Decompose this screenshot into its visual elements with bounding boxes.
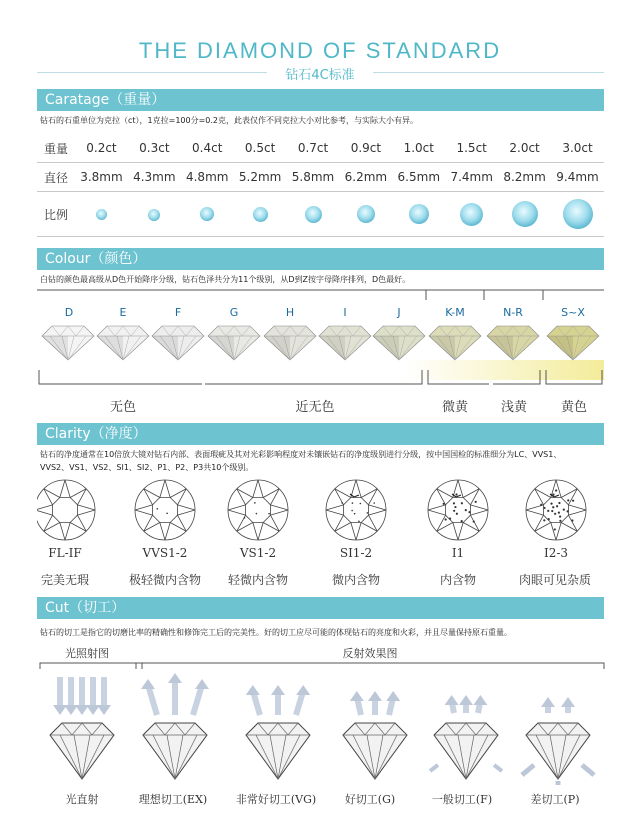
diamond-size-icon (409, 204, 429, 224)
clarity-diamond-icon (37, 480, 95, 540)
clarity-name: 肉眼可见杂质 (518, 573, 591, 587)
clarity-diamond-icon (428, 480, 488, 540)
diameter-cell: 7.4mm (445, 163, 498, 192)
ratio-row (37, 192, 604, 237)
colour-grade: J (397, 306, 401, 319)
colour-grade: F (174, 306, 182, 319)
clarity-diamond-icon (135, 480, 195, 540)
cut-description: 钻石的切工是指它的切磨比率的精确性和修饰完工后的完美性。好的切工应尽可能的体现钻石的亮度和火彩，并且尽量保持原石重量。 (40, 628, 512, 637)
clarity-grade: I2-3 (543, 546, 569, 560)
diameter-cell: 9.4mm (551, 163, 604, 192)
diameter-row (37, 163, 604, 192)
weight-cell: 0.4ct (181, 134, 234, 163)
diamond-size-icon (460, 203, 483, 226)
weight-cell: 0.3ct (128, 134, 181, 163)
weight-row (37, 134, 604, 163)
cut-diamond-icon (522, 697, 594, 785)
clarity-grade: VVS1-2 (142, 546, 188, 560)
colour-grade: K-M (445, 306, 465, 319)
diameter-cell: 5.8mm (287, 163, 340, 192)
diameter-cell: 3.8mm (75, 163, 128, 192)
diamond-size-icon (357, 205, 375, 223)
colour-diamond-icon (152, 326, 204, 360)
colour-diamond-icon (547, 326, 599, 360)
colour-grade: S~X (561, 306, 585, 319)
colour-heading: Colour（颜色） (37, 248, 604, 270)
diamond-size-icon (148, 209, 160, 221)
clarity-name: 微内含物 (331, 573, 380, 587)
cut-label: 非常好切工(VG) (235, 793, 317, 806)
weight-cell: 2.0ct (498, 134, 551, 163)
clarity-grade: FL-IF (48, 546, 82, 560)
colour-diamond-icon (429, 326, 481, 360)
colour-grade: E (119, 306, 127, 319)
caratage-heading: Caratage（重量） (37, 89, 604, 111)
diameter-cell: 4.8mm (181, 163, 234, 192)
weight-cell: 0.7ct (287, 134, 340, 163)
clarity-description-line2: VVS2、VS1、VS2、SI1、SI2、P1、P2、P3共10个级别。 (40, 463, 254, 472)
diameter-cell: 6.2mm (339, 163, 392, 192)
diamond-size-icon (305, 206, 322, 223)
colour-diamond-icon (487, 326, 539, 360)
weight-cell: 1.5ct (445, 134, 498, 163)
weight-cell: 3.0ct (551, 134, 604, 163)
diameter-cell: 5.2mm (234, 163, 287, 192)
colour-diamond-icon (319, 326, 371, 360)
page-title: THE DIAMOND OF STANDARD (138, 38, 502, 63)
cut-diamond-icon (246, 685, 310, 779)
diameter-cell: 8.2mm (498, 163, 551, 192)
colour-group-label: 无色 (109, 400, 136, 415)
weight-cell: 0.2ct (75, 134, 128, 163)
colour-grade: G (229, 306, 239, 319)
colour-grade: I (343, 306, 347, 319)
colour-diamond-icon (97, 326, 149, 360)
colour-diamond-icon (208, 326, 260, 360)
colour-group-label: 近无色 (295, 400, 335, 415)
clarity-grade: VS1-2 (239, 546, 277, 560)
colour-group-label: 浅黄 (500, 400, 527, 415)
colour-group-label: 微黄 (441, 400, 468, 415)
colour-description: 白钻的颜色最高级从D色开始降序分级，钻石色泽共分为11个级别，从D到Z按字母降序排列，D色最好。 (40, 275, 411, 284)
cut-diamond-icon (343, 691, 407, 779)
clarity-name: 极轻微内含物 (128, 573, 201, 587)
caratage-description: 钻石的石重单位为克拉（ct），1克拉=100分=0.2克，此表仅作不同克拉大小对比参考，与实际大小有异。 (40, 116, 419, 125)
weight-cell: 0.9ct (339, 134, 392, 163)
clarity-description-line1: 钻石的净度通常在10倍放大镜对钻石内部、表面瑕疵及其对光彩影响程度对未镶嵌钻石的净度级别进行分级，按中国国检的标准细分为LC、VVS1、 (40, 450, 562, 459)
diamond-size-icon (563, 199, 593, 229)
cut-diamond-icon (50, 677, 114, 779)
diameter-cell: 6.5mm (392, 163, 445, 192)
cut-label: 一般切工(F) (431, 793, 493, 806)
clarity-diamond-icon (526, 480, 586, 540)
cut-diamond-icon (430, 695, 502, 779)
diameter-row-label: 直径 (37, 163, 75, 192)
colour-group-label: 黄色 (560, 400, 587, 415)
light-label: 光照射图 (65, 647, 109, 660)
reflect-label: 反射效果图 (342, 647, 398, 660)
clarity-name: 内含物 (439, 573, 476, 587)
colour-diamond-icon (264, 326, 316, 360)
diamond-size-icon (512, 201, 538, 227)
clarity-name: 轻微内含物 (227, 573, 288, 587)
colour-grade-row (37, 306, 604, 322)
weight-cell: 0.5ct (234, 134, 287, 163)
clarity-heading: Clarity（净度） (37, 423, 604, 445)
colour-diamond-icon (373, 326, 425, 360)
cut-label: 光直射 (65, 793, 99, 806)
colour-grade: N-R (503, 306, 523, 319)
cut-diamond-icon (141, 673, 209, 779)
colour-grade: D (64, 306, 74, 319)
clarity-name: 完美无瑕 (40, 573, 89, 587)
caratage-table (37, 134, 604, 237)
diameter-cell: 4.3mm (128, 163, 181, 192)
diamond-size-icon (253, 207, 268, 222)
diamond-size-icon (200, 207, 214, 221)
colour-diamond-icon (42, 326, 94, 360)
clarity-grade: I1 (451, 546, 465, 560)
clarity-diamond-icon (228, 480, 288, 540)
clarity-diagrams (37, 476, 604, 544)
clarity-grade: SI1-2 (339, 546, 373, 560)
page-subtitle: 钻石4C标准 (285, 68, 355, 83)
weight-row-label: 重量 (37, 134, 75, 163)
colour-grade: H (285, 306, 295, 319)
cut-label: 好切工(G) (344, 793, 396, 806)
diamond-size-icon (96, 209, 107, 220)
weight-cell: 1.0ct (392, 134, 445, 163)
cut-label: 理想切工(EX) (138, 793, 208, 806)
cut-diagrams (30, 655, 610, 785)
cut-label: 差切工(P) (530, 793, 580, 806)
cut-heading: Cut（切工） (37, 597, 604, 619)
ratio-row-label: 比例 (37, 192, 75, 237)
clarity-diamond-icon (326, 480, 386, 540)
